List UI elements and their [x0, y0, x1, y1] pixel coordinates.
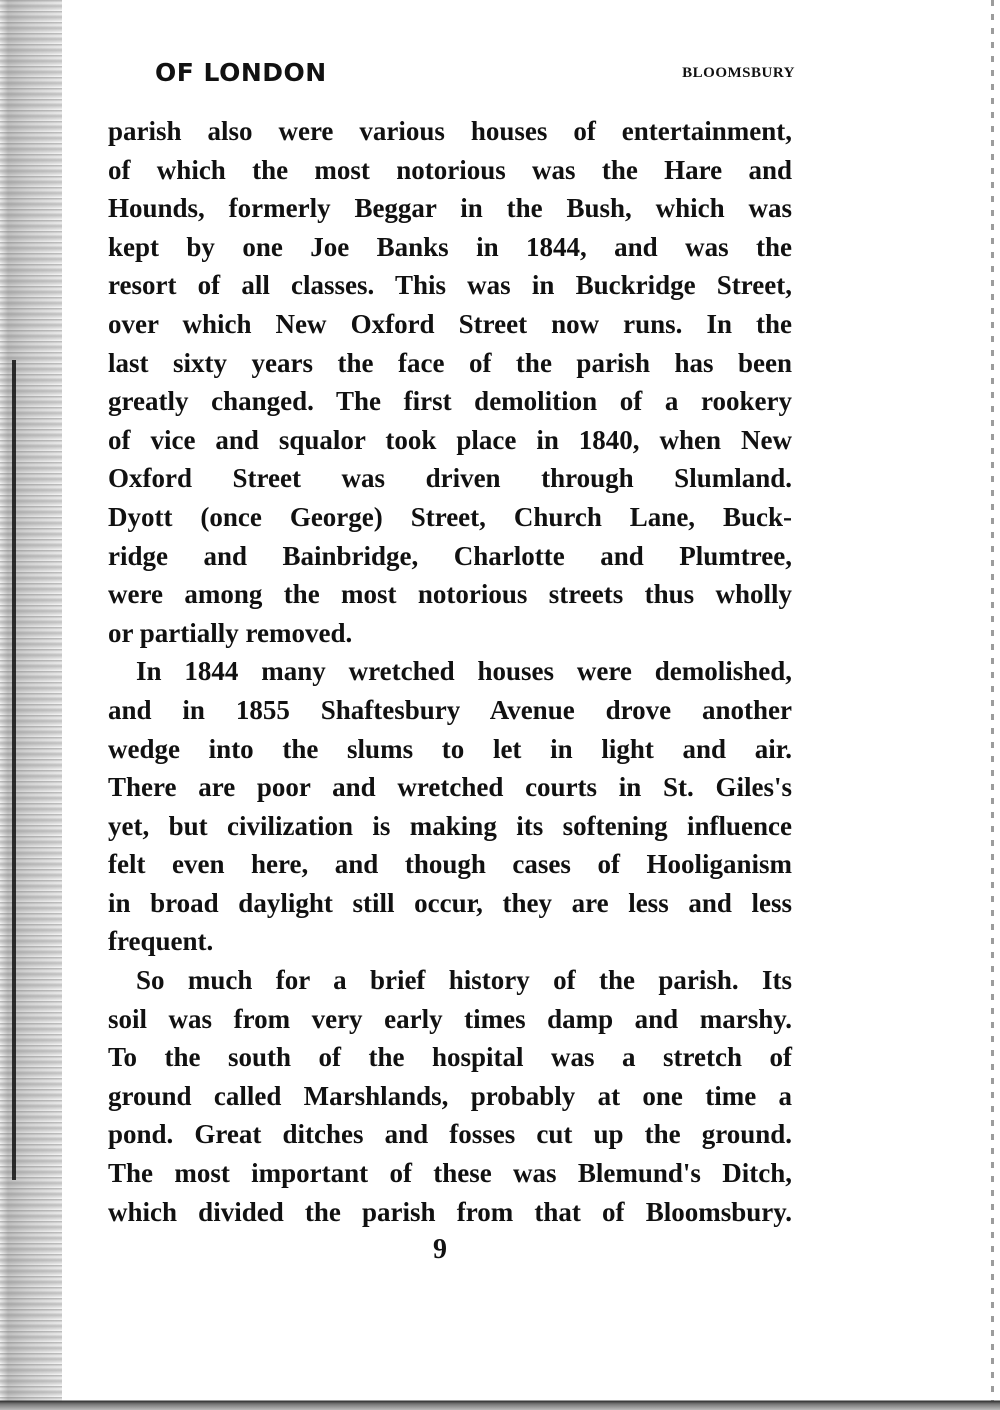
text-line: or partially removed. — [108, 617, 353, 648]
text-line: of vice and squalor took place in 1840, when New — [108, 424, 792, 455]
text-line: Oxford Street was driven through Slumland. — [108, 463, 792, 494]
text-line: ground called Marshlands, probably at one time a — [108, 1080, 792, 1111]
text-line: There are poor and wretched courts in St. Giles's — [108, 772, 792, 803]
text-line: Dyott (once George) Street, Church Lane, Buck- — [108, 501, 792, 532]
text-line: soil was from very early times damp and marshy. — [108, 1003, 792, 1034]
binding-shadow — [0, 0, 62, 1410]
text-line: Hounds, formerly Beggar in the Bush, which was — [108, 193, 792, 224]
text-line: The most important of these was Blemund's Ditch, — [108, 1158, 792, 1189]
text-line: last sixty years the face of the parish has been — [108, 347, 792, 378]
running-head-right: BLOOMSBURY — [682, 65, 795, 81]
page-bottom-edge — [0, 1392, 1000, 1410]
text-line: kept by one Joe Banks in 1844, and was the — [108, 231, 792, 262]
text-line: resort of all classes. This was in Buckridge Street, — [108, 270, 792, 301]
paragraph — [108, 112, 792, 652]
running-head — [155, 58, 795, 88]
text-line: felt even here, and though cases of Hooliganism — [108, 849, 792, 880]
text-line: of which the most notorious was the Hare and — [108, 154, 792, 185]
text-line: parish also were various houses of entertainment, — [108, 116, 792, 146]
running-head-left: OF LONDON — [155, 58, 327, 87]
text-line: yet, but civilization is making its softening influence — [108, 810, 792, 841]
text-line: ridge and Bainbridge, Charlotte and Plumtree, — [108, 540, 792, 571]
text-line: greatly changed. The first demolition of a rookery — [108, 386, 792, 417]
text-line: were among the most notorious streets thus wholly — [108, 579, 792, 610]
text-line: To the south of the hospital was a stretch of — [108, 1042, 792, 1073]
binding-line — [12, 360, 16, 1180]
text-line: over which New Oxford Street now runs. In the — [108, 308, 792, 339]
text-line: pond. Great ditches and fosses cut up the ground. — [108, 1119, 792, 1150]
paragraph — [108, 961, 792, 1231]
page-number: 9 — [433, 1234, 447, 1265]
text-line: In 1844 many wretched houses were demolished, — [136, 656, 792, 687]
text-line: frequent. — [108, 926, 214, 957]
text-line: wedge into the slums to let in light and air. — [108, 733, 792, 764]
text-line: So much for a brief history of the parish. Its — [136, 965, 792, 996]
text-line: and in 1855 Shaftesbury Avenue drove another — [108, 694, 792, 725]
paragraph — [108, 652, 792, 961]
page-right-edge — [991, 0, 994, 1410]
text-line: which divided the parish from that of Bloomsbury. — [108, 1196, 792, 1227]
body-text — [108, 112, 792, 1231]
text-line: in broad daylight still occur, they are less and less — [108, 887, 792, 918]
